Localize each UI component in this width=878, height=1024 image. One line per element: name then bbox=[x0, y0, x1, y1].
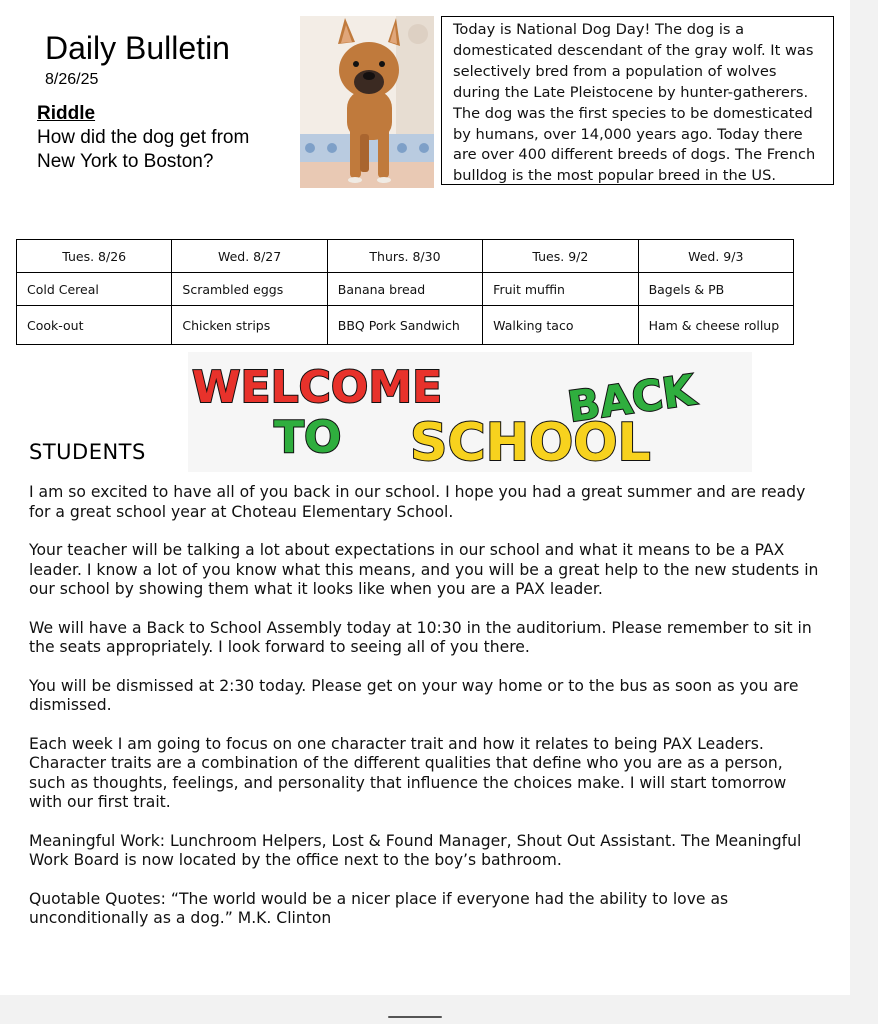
riddle-question: How did the dog get from New York to Boston? bbox=[37, 127, 250, 172]
banner-text-back: BACK bbox=[564, 365, 699, 432]
menu-breakfast-row bbox=[17, 273, 794, 306]
scroll-handle[interactable] bbox=[388, 1016, 442, 1018]
menu-day: Tues. 8/26 bbox=[17, 240, 172, 273]
menu-day: Thurs. 8/30 bbox=[327, 240, 482, 273]
message-paragraph: Your teacher will be talking a lot about expectations in our school and what it means to be a PAX leader. I know a lot of you know what this means, and you will be a great help to the new students in our school by showing them what it looks like when you are a PAX leader. bbox=[29, 541, 819, 598]
riddle-heading: Riddle bbox=[37, 103, 96, 124]
message-paragraph: We will have a Back to School Assembly today at 10:30 in the auditorium. Please remember to sit in the seats appropriately. I look forward to seeing all of you there. bbox=[29, 618, 812, 656]
banner-text-school: SCHOOL bbox=[410, 413, 651, 472]
message-paragraph: You will be dismissed at 2:30 today. Please get on your way home or to the bus as soon as you are dismissed. bbox=[29, 676, 799, 714]
dog-day-fact-box: Today is National Dog Day! The dog is a domesticated descendant of the gray wolf. It was selectively bred from a population of wolves during the Late Pleistocene by hunter-gatherers. The dog was the first species to be domesticated by humans, over 14,000 years ago. Today there are over 400 different breeds of dogs. The French bulldog is the most popular breed in the US. bbox=[441, 16, 834, 185]
page-title: Daily Bulletin bbox=[45, 30, 230, 66]
message-paragraph: Quotable Quotes: “The world would be a nicer place if everyone had the ability to love as unconditionally as a dog.” M.K. Clinton bbox=[29, 889, 729, 927]
bulletin-date: 8/26/25 bbox=[45, 71, 99, 88]
menu-lunch-row bbox=[17, 306, 794, 345]
message-paragraph: Each week I am going to focus on one character trait and how it relates to being PAX Leaders. Character traits are a combination of the different qualities that define who you are as a person, such as thoughts, feelings, and personality that influence the choices make. I will start tomorrow with our first trait. bbox=[29, 734, 787, 811]
lunch-menu-table bbox=[16, 239, 794, 345]
menu-day: Wed. 8/27 bbox=[172, 240, 327, 273]
menu-cell: Walking taco bbox=[483, 306, 638, 345]
banner-text-welcome: WELCOME bbox=[192, 362, 443, 413]
menu-header-row bbox=[17, 240, 794, 273]
menu-cell: Banana bread bbox=[327, 273, 482, 306]
menu-cell: Scrambled eggs bbox=[172, 273, 327, 306]
principal-message bbox=[29, 483, 819, 948]
french-bulldog-photo bbox=[300, 16, 434, 188]
students-greeting: STUDENTS bbox=[29, 440, 146, 464]
message-paragraph: Meaningful Work: Lunchroom Helpers, Lost & Found Manager, Shout Out Assistant. The Meaningful Work Board is now located by the office next to the boy’s bathroom. bbox=[29, 831, 802, 869]
menu-cell: Bagels & PB bbox=[638, 273, 793, 306]
message-paragraph: I am so excited to have all of you back in our school. I hope you had a great summer and are ready for a great school year at Choteau Elementary School. bbox=[29, 483, 806, 521]
menu-cell: Chicken strips bbox=[172, 306, 327, 345]
menu-cell: Cold Cereal bbox=[17, 273, 172, 306]
menu-cell: Fruit muffin bbox=[483, 273, 638, 306]
welcome-back-to-school-banner bbox=[188, 352, 752, 472]
menu-day: Tues. 9/2 bbox=[483, 240, 638, 273]
banner-text-to: TO bbox=[274, 412, 342, 463]
menu-day: Wed. 9/3 bbox=[638, 240, 793, 273]
menu-cell: Cook-out bbox=[17, 306, 172, 345]
menu-cell: Ham & cheese rollup bbox=[638, 306, 793, 345]
menu-cell: BBQ Pork Sandwich bbox=[327, 306, 482, 345]
